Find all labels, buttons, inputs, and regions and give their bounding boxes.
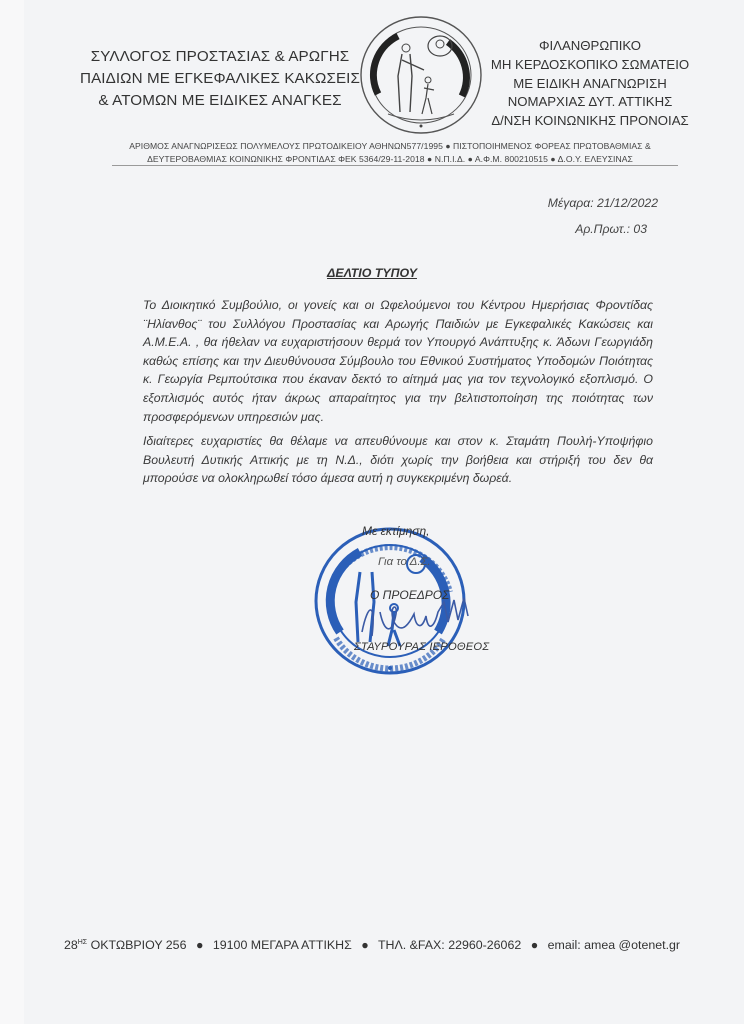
association-name-header	[80, 46, 360, 112]
street-number: 28	[63, 938, 78, 952]
closing-salutation: Με εκτίμηση,	[362, 524, 430, 538]
street-name: ΟΚΤΩΒΡΙΟΥ 256	[90, 938, 187, 952]
signer-name: ΣΤΑΥΡΟΥΡΑΣ ΙΕΡΟΘΕΟΣ	[354, 641, 490, 653]
bullet-separator: ●	[195, 938, 204, 952]
registration-line: ΑΡΙΘΜΟΣ ΑΝΑΓΝΩΡΙΣΕΩΣ ΠΟΛΥΜΕΛΟΥΣ ΠΡΩΤΟΔΙΚΕΙΟΥ ΑΘΗΝΩΝ577/1995 ● ΠΙΣΤΟΠΟΙΗΜΕΝΟΣ ΦΟΡΕΑΣ ΠΡΩΤΟΒΑΘΜΙΑΣ &	[129, 141, 651, 151]
bullet-separator: ●	[530, 938, 539, 952]
on-behalf-text: Για το Δ.Σ.	[378, 556, 431, 568]
header-divider	[112, 165, 678, 166]
scan-edge	[0, 0, 24, 1024]
footer-postal: 19100 ΜΕΓΑΡΑ ΑΤΤΙΚΗΣ	[212, 938, 352, 952]
header-left-line: ΣΥΛΛΟΓΟΣ ΠΡΟΣΤΑΣΙΑΣ & ΑΡΩΓΗΣ	[90, 48, 350, 65]
footer-phone: ΤΗΛ. &FAX: 22960-26062	[377, 938, 522, 952]
footer-contact	[0, 938, 744, 952]
handwritten-signature	[358, 592, 478, 644]
header-left-line: & ΑΤΟΜΩΝ ΜΕ ΕΙΔΙΚΕΣ ΑΝΑΓΚΕΣ	[98, 92, 342, 109]
header-right-line: ΜΗ ΚΕΡΔΟΣΚΟΠΙΚΟ ΣΩΜΑΤΕΙΟ	[490, 56, 690, 72]
document-date: Μέγαρα: 21/12/2022	[547, 196, 658, 210]
bullet-separator: ●	[361, 938, 369, 952]
header-right-line: ΜΕ ΕΙΔΙΚΗ ΑΝΑΓΝΩΡΙΣΗ	[513, 75, 667, 91]
ordinal-suffix: ΗΣ	[77, 938, 88, 946]
protocol-number: Αρ.Πρωτ.: 03	[575, 222, 647, 236]
document-title: ΔΕΛΤΙΟ ΤΥΠΟΥ	[327, 266, 417, 280]
header-left-line: ΠΑΙΔΙΩΝ ΜΕ ΕΓΚΕΦΑΛΙΚΕΣ ΚΑΚΩΣΕΙΣ	[80, 70, 360, 87]
header-right-line: ΝΟΜΑΡΧΙΑΣ ΔΥΤ. ΑΤΤΙΚΗΣ	[507, 94, 673, 110]
body-paragraph: Ιδιαίτερες ευχαριστίες θα θέλαμε να απευθύνουμε και στον κ. Σταμάτη Πουλή-Υποψήφιο Βουλευτή Δυτικής Αττικής με τη Ν.Δ., διότι χωρίς την βοήθεια και στήριξή του δεν θα μπορούσε να ολοκληρωθεί τόσο άμεσα αυτή η συγκεκριμένη δωρεά.	[143, 434, 653, 486]
body-paragraph: Το Διοικητικό Συμβούλιο, οι γονείς και οι Ωφελούμενοι του Κέντρου Ημερήσιας Φροντίδας ¨Ηλίανθος¨ του Συλλόγου Προστασίας και Αρωγής Παιδιών με Εγκεφαλικές Κακώσεις και Α.Μ.Ε.Α. , θα ήθελαν να ευχαριστήσουν θερμά τον Υπουργό Ανάπτυξης κ. Άδωνι Γεωργιάδη καθώς επίσης και την Διευθύνουσα Σύμβουλο του Εθνικού Συστήματος Υποδομών Ποιότητας κ. Γεωργία Ρεμπούτσικα που έκαναν δεκτό το αίτημά μας για τον τεχνολογικό εξοπλισμό. Ο εξοπλισμός αυτός ήταν άκρως απαραίτητος για την βελτιστοποίηση της ποιότητας των προσφερόμενων υπηρεσιών μας.	[143, 298, 653, 424]
footer-email: email: amea @otenet.gr	[547, 938, 681, 952]
registration-line: ΔΕΥΤΕΡΟΒΑΘΜΙΑΣ ΚΟΙΝΩΝΙΚΗΣ ΦΡΟΝΤΙΔΑΣ ΦΕΚ 5364/29-11-2018 ● Ν.Π.Ι.Δ. ● Α.Φ.Μ. 800210515 ● Δ.Ο.Υ. ΕΛΕΥΣΙΝΑΣ	[147, 154, 633, 164]
signer-role: Ο ΠΡΟΕΔΡΟΣ	[370, 588, 450, 602]
charity-status-header	[490, 37, 690, 131]
header-right-line: ΦΙΛΑΝΘΡΩΠΙΚΟ	[538, 38, 642, 53]
registration-info	[110, 140, 670, 166]
association-seal-logo-icon	[358, 14, 484, 136]
footer-address	[64, 938, 187, 952]
header-right-line: Δ/ΝΣΗ ΚΟΙΝΩΝΙΚΗΣ ΠΡΟΝΟΙΑΣ	[491, 113, 689, 129]
